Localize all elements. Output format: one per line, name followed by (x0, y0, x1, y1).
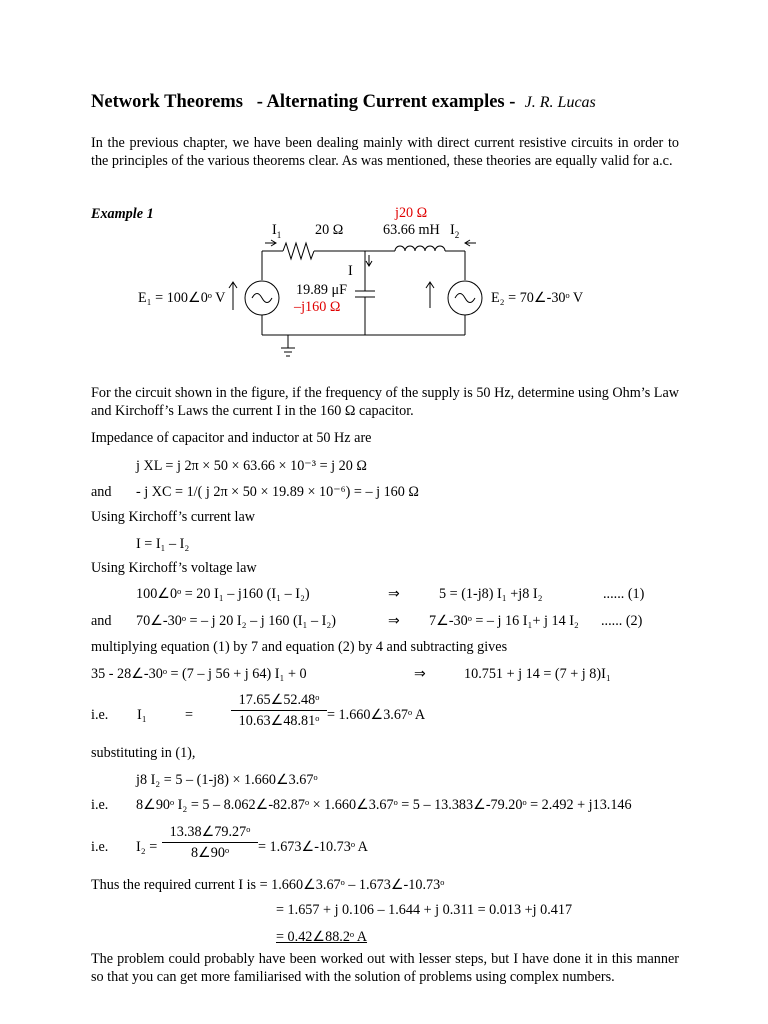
label-l: 63.66 mH (383, 222, 440, 238)
ie-2: i.e. (91, 797, 109, 813)
i1-result: = 1.660∠3.67ᵒ A (327, 707, 426, 723)
i2-denominator: 8∠90ᵒ (190, 845, 230, 861)
xc-equation: - j XC = 1/( j 2π × 50 × 19.89 × 10⁻⁶) = – j 160 Ω (136, 484, 419, 500)
impedance-intro: Impedance of capacitor and inductor at 50 Hz are (91, 430, 372, 446)
i1-numerator: 17.65∠52.48ᵒ (238, 692, 320, 708)
circuit-diagram (0, 0, 768, 380)
eq1-left: 100∠0ᵒ = 20 I₁ – j160 (I₁ – I₂) (136, 586, 310, 602)
resistor (283, 243, 314, 259)
label-r: 20 Ω (315, 222, 344, 238)
final-answer: = 0.42∠88.2ᵒ A (276, 929, 368, 945)
i1-equals: = (185, 707, 194, 723)
label-c: 19.89 μF (296, 282, 347, 298)
eq4: j8 I₂ = 5 – (1-j8) × 1.660∠3.67ᵒ (136, 772, 318, 788)
eq3-left: 35 - 28∠-30ᵒ = (7 – j 56 + j 64) I₁ + 0 (91, 666, 307, 682)
multiply-text: multiplying equation (1) by 7 and equation (2) by 4 and subtracting gives (91, 639, 508, 655)
label-xl: j20 Ω (395, 205, 428, 221)
label-xc: –j160 Ω (294, 299, 341, 315)
label-i: I (348, 263, 353, 279)
eq5: 8∠90ᵒ I₂ = 5 – 8.062∠-82.87ᵒ × 1.660∠3.67ᵒ = 5 – 13.383∠-79.20ᵒ = 2.492 + j13.146 (136, 797, 632, 813)
and-2: and (91, 613, 112, 629)
ie-3: i.e. (91, 839, 109, 855)
eq1-tag: ...... (1) (603, 586, 645, 602)
label-i1: $I_1$ (272, 222, 282, 240)
i1-symbol: I₁ (137, 707, 147, 723)
eq2-tag: ...... (2) (601, 613, 643, 629)
i2-result: = 1.673∠-10.73ᵒ A (258, 839, 368, 855)
ie-1: i.e. (91, 707, 109, 723)
eq1-right: 5 = (1-j8) I₁ +j8 I₂ (439, 586, 543, 602)
eq2-right: 7∠-30ᵒ = – j 16 I₁+ j 14 I₂ (429, 613, 579, 629)
substitute-text: substituting in (1), (91, 745, 196, 761)
i1-denominator: 10.63∠48.81ᵒ (238, 713, 320, 729)
i1-fraction (231, 692, 327, 730)
author: J. R. Lucas (524, 94, 596, 111)
i2-symbol: I₂ = (136, 839, 158, 855)
thus-line-1: Thus the required current I is = 1.660∠3.67ᵒ – 1.673∠-10.73ᵒ (91, 877, 445, 893)
and-1: and (91, 484, 112, 500)
kvl-heading: Using Kirchoff’s voltage law (91, 560, 257, 576)
title-main: Network Theorems (91, 92, 243, 112)
i2-numerator: 13.38∠79.27ᵒ (169, 824, 251, 840)
label-e2: E₂ = 70∠-30ᵒ V (491, 290, 584, 306)
kcl-heading: Using Kirchoff’s current law (91, 509, 256, 525)
label-i2: $I_2$ (450, 222, 460, 240)
xl-equation: j XL = j 2π × 50 × 63.66 × 10⁻³ = j 20 Ω (136, 458, 367, 474)
problem-paragraph: For the circuit shown in the figure, if the frequency of the supply is 50 Hz, determine using Ohm’s Law and Kirchoff’s Laws the current I in the 160 Ω capacitor. (91, 385, 679, 419)
eq2-arrow: ⇒ (388, 613, 400, 629)
i2-fraction (162, 824, 258, 862)
inductor (395, 246, 445, 251)
eq2-left: 70∠-30ᵒ = – j 20 I₂ – j 160 (I₁ – I₂) (136, 613, 337, 629)
kcl-equation: I = I₁ – I₂ (136, 536, 190, 552)
title-sub: - Alternating Current examples - (256, 92, 516, 112)
example-label: Example 1 (91, 206, 154, 222)
label-e1: E₁ = 100∠0ᵒ V (138, 290, 226, 306)
eq3-arrow: ⇒ (414, 666, 426, 682)
intro-paragraph: In the previous chapter, we have been dealing mainly with direct current resistive circuits in order to the principles of the various theorems clear. As was mentioned, these theories are equally valid for a.c. (91, 135, 679, 169)
thus-line-2: = 1.657 + j 0.106 – 1.644 + j 0.311 = 0.013 +j 0.417 (276, 902, 573, 918)
eq3-right: 10.751 + j 14 = (7 + j 8)I₁ (464, 666, 611, 682)
closing-paragraph: The problem could probably have been worked out with lesser steps, but I have done it in this manner so that you can get more familiarised with the solution of problems using complex numbers. (91, 951, 679, 985)
eq1-arrow: ⇒ (388, 586, 400, 602)
